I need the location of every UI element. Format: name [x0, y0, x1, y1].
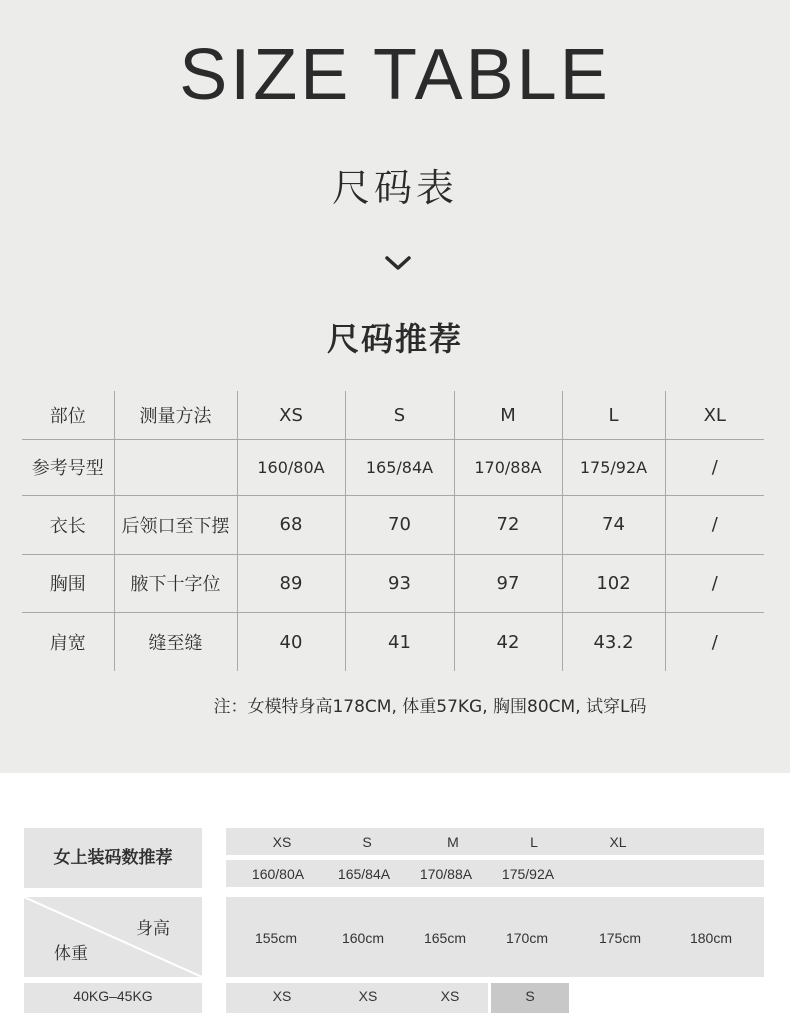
table-cell: 胸围	[22, 554, 114, 612]
table-row	[22, 554, 764, 612]
table-cell: 165/84A	[345, 440, 454, 495]
table-row	[22, 495, 764, 554]
table-cell: 170/88A	[454, 440, 562, 495]
table-header-row	[22, 391, 764, 440]
height-value: 175cm	[598, 930, 642, 946]
table-cell: 缝至缝	[114, 613, 237, 671]
header-cell: 测量方法	[114, 391, 237, 440]
table-row	[22, 613, 764, 671]
weight-label: 体重	[54, 944, 88, 964]
table-cell: 74	[562, 495, 665, 554]
table-cell: 42	[454, 613, 562, 671]
table-cell: /	[665, 495, 764, 554]
size-label: M	[447, 834, 459, 850]
table-cell: 腋下十字位	[114, 554, 237, 612]
weight-range: 40KG–45KG	[73, 988, 153, 1004]
table-cell: /	[665, 440, 764, 495]
header-cell: 部位	[22, 391, 114, 440]
recommend-title: 女上装码数推荐	[24, 828, 202, 888]
height-value: 155cm	[254, 930, 298, 946]
table-cell: 40	[237, 613, 345, 671]
table-cell: 68	[237, 495, 345, 554]
header-cell: L	[562, 391, 665, 440]
chevron-down-icon	[383, 253, 413, 273]
table-cell: 肩宽	[22, 613, 114, 671]
page-subtitle: 尺码表	[331, 166, 458, 210]
height-label: 身高	[136, 919, 170, 939]
ref-label: 175/92A	[501, 866, 555, 882]
recommend-ref-row	[226, 860, 764, 887]
page-title: SIZE TABLE	[179, 35, 611, 115]
header-cell: M	[454, 391, 562, 440]
weight-range-cell	[24, 983, 202, 1013]
model-note: 注：女模特身高178CM, 体重57KG, 胸围80CM, 试穿L码	[213, 697, 647, 717]
table-cell: 70	[345, 495, 454, 554]
size-label: XS	[272, 834, 292, 850]
table-cell: 93	[345, 554, 454, 612]
table-cell: 89	[237, 554, 345, 612]
recommend-size-header	[226, 828, 764, 855]
recommend-result-row	[226, 983, 488, 1013]
diagonal-divider	[24, 897, 202, 977]
table-cell: 97	[454, 554, 562, 612]
recommend-height-row	[226, 897, 764, 977]
ref-label: 165/84A	[337, 866, 391, 882]
table-cell: 102	[562, 554, 665, 612]
recommend-result-highlight	[491, 983, 569, 1013]
size-label: L	[530, 834, 538, 850]
table-cell: 后领口至下摆	[114, 495, 237, 554]
table-cell: 参考号型	[22, 440, 114, 495]
table-cell: 41	[345, 613, 454, 671]
size-label: S	[362, 834, 372, 850]
height-value: 180cm	[689, 930, 733, 946]
result-size: XS	[440, 988, 460, 1004]
header-cell: XL	[665, 391, 764, 440]
section-title: 尺码推荐	[326, 320, 463, 358]
table-cell: 衣长	[22, 495, 114, 554]
result-size: XS	[272, 988, 292, 1004]
height-value: 170cm	[505, 930, 549, 946]
result-size: S	[525, 988, 535, 1004]
header-cell: S	[345, 391, 454, 440]
table-cell: 175/92A	[562, 440, 665, 495]
table-cell: 72	[454, 495, 562, 554]
table-cell: /	[665, 554, 764, 612]
ref-label: 170/88A	[419, 866, 473, 882]
height-weight-header	[24, 897, 202, 977]
table-cell	[114, 440, 237, 495]
size-chart-table	[22, 391, 764, 671]
header-cell: XS	[237, 391, 345, 440]
result-size: XS	[358, 988, 378, 1004]
table-cell: 160/80A	[237, 440, 345, 495]
table-row	[22, 440, 764, 495]
height-value: 165cm	[423, 930, 467, 946]
size-label: XL	[609, 834, 627, 850]
height-value: 160cm	[341, 930, 385, 946]
table-cell: /	[665, 613, 764, 671]
table-cell: 43.2	[562, 613, 665, 671]
ref-label: 160/80A	[251, 866, 305, 882]
